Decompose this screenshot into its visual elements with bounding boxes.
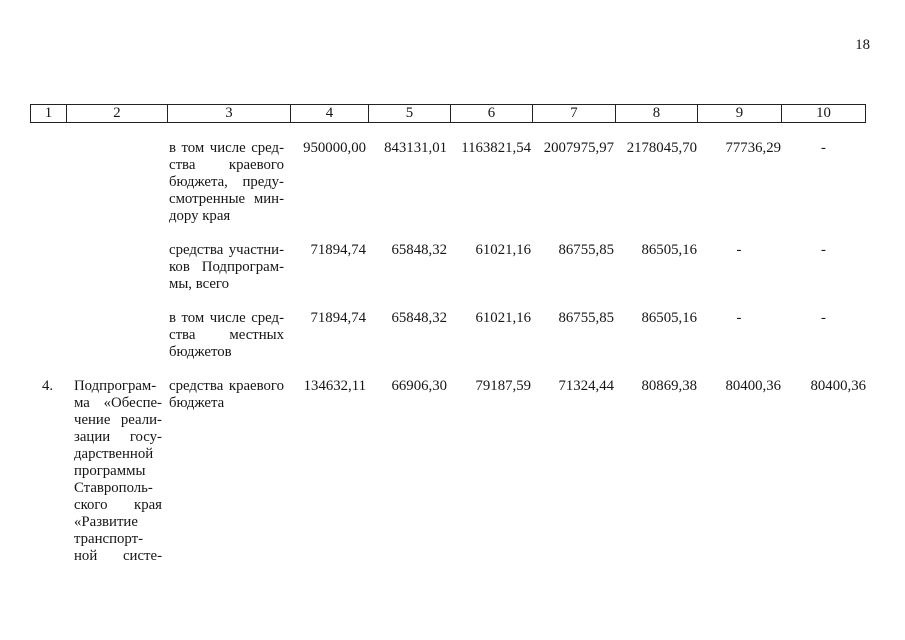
value-cell: 79187,59 xyxy=(475,378,531,394)
value-cell: 66906,30 xyxy=(391,378,447,394)
funding-source xyxy=(169,378,284,412)
subprogram-name-line: Ставрополь- xyxy=(74,480,153,496)
funding-source xyxy=(169,310,284,361)
column-header-cell: 6 xyxy=(450,104,532,123)
subprogram-name-line: зации госу- xyxy=(74,429,162,445)
subprogram-name-line: транспорт- xyxy=(74,531,144,547)
subprogram-name-line: ной систе- xyxy=(74,548,162,564)
value-cell: - xyxy=(736,242,742,258)
value-cell: 86505,16 xyxy=(641,242,697,258)
value-cell: 950000,00 xyxy=(303,140,366,156)
column-header-cell: 1 xyxy=(30,104,66,123)
value-cell: - xyxy=(821,242,826,258)
subprogram-name xyxy=(74,378,162,565)
value-cell: 2178045,70 xyxy=(626,140,697,156)
column-header-cell: 5 xyxy=(368,104,450,123)
funding-source-line: смотренные мин- xyxy=(169,191,284,207)
funding-source-line: ства местных xyxy=(169,327,284,343)
column-header-cell: 2 xyxy=(66,104,167,123)
page-number: 18 xyxy=(855,37,870,53)
subprogram-name-line: ского края xyxy=(74,497,162,513)
funding-source-line: бюджетов xyxy=(169,344,232,360)
funding-source-line: бюджета, преду- xyxy=(169,174,284,190)
funding-source-line: дору края xyxy=(169,208,231,224)
subprogram-name-line: ма «Обеспе- xyxy=(74,395,162,411)
value-cell: - xyxy=(821,310,826,326)
column-header-cell: 8 xyxy=(615,104,697,123)
funding-source-line: мы, всего xyxy=(169,276,230,292)
funding-source xyxy=(169,242,284,293)
column-header-cell: 3 xyxy=(167,104,290,123)
subprogram-name-line: чение реали- xyxy=(74,412,162,428)
value-cell: 2007975,97 xyxy=(543,140,614,156)
funding-source-line: бюджета xyxy=(169,395,225,411)
value-cell: 71894,74 xyxy=(310,310,366,326)
value-cell: 61021,16 xyxy=(475,310,531,326)
column-header-cell: 10 xyxy=(781,104,866,123)
funding-source-line: в том числе сред- xyxy=(169,310,284,326)
value-cell: 86755,85 xyxy=(558,310,614,326)
value-cell: 134632,11 xyxy=(303,378,366,394)
subprogram-name-line: дарственной xyxy=(74,446,154,462)
subprogram-name-line: «Развитие xyxy=(74,514,138,530)
funding-source-line: средства краевого xyxy=(169,378,284,394)
value-cell: 86505,16 xyxy=(641,310,697,326)
value-cell: - xyxy=(821,140,826,156)
value-cell: 86755,85 xyxy=(558,242,614,258)
value-cell: 71894,74 xyxy=(310,242,366,258)
value-cell: 1163821,54 xyxy=(461,140,531,156)
column-header-cell: 9 xyxy=(697,104,781,123)
subprogram-name-line: Подпрограм- xyxy=(74,378,157,394)
funding-source-line: ков Подпрограм- xyxy=(169,259,284,275)
value-cell: 80869,38 xyxy=(641,378,697,394)
funding-source xyxy=(169,140,284,225)
funding-source-line: в том числе сред- xyxy=(169,140,284,156)
value-cell: 80400,36 xyxy=(810,378,866,394)
value-cell: - xyxy=(736,310,742,326)
value-cell: 65848,32 xyxy=(391,242,447,258)
value-cell: 65848,32 xyxy=(391,310,447,326)
column-header-cell: 4 xyxy=(290,104,368,123)
subprogram-name-line: программы xyxy=(74,463,146,479)
funding-source-line: средства участни- xyxy=(169,242,284,258)
row-number: 4. xyxy=(42,378,54,394)
value-cell: 843131,01 xyxy=(384,140,447,156)
funding-source-line: ства краевого xyxy=(169,157,284,173)
value-cell: 77736,29 xyxy=(725,140,781,156)
column-header-cell: 7 xyxy=(532,104,615,123)
value-cell: 71324,44 xyxy=(558,378,614,394)
value-cell: 61021,16 xyxy=(475,242,531,258)
value-cell: 80400,36 xyxy=(725,378,781,394)
